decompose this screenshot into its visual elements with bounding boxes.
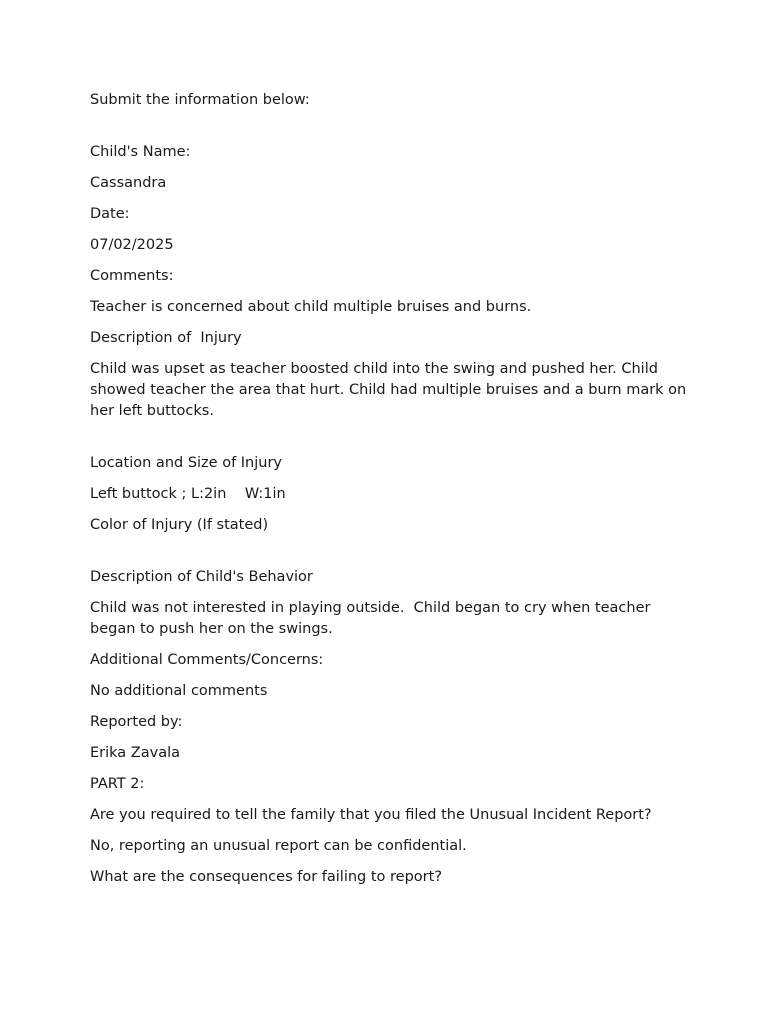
part2-label: PART 2: [90, 776, 145, 792]
behavior-value: Child was not interested in playing outside. Child began to cry when teacher began to push her on the swings. [90, 600, 656, 637]
comments-value: Teacher is concerned about child multiple bruises and burns. [90, 299, 532, 315]
injury-description-value: Child was upset as teacher boosted child into the swing and pushed her. Child showed teacher the area that hurt. Child had multiple bruises and a burn mark on her left buttocks. [90, 361, 691, 419]
reported-by-label: Reported by: [90, 714, 183, 730]
answer-1: No, reporting an unusual report can be confidential. [90, 838, 467, 854]
intro-text: Submit the information below: [90, 92, 310, 108]
document-page [90, 90, 690, 898]
question-1: Are you required to tell the family that you filed the Unusual Incident Report? [90, 807, 652, 823]
date-label: Date: [90, 206, 130, 222]
spacer [90, 546, 690, 567]
comments-label: Comments: [90, 268, 174, 284]
reported-by-value: Erika Zavala [90, 745, 180, 761]
child-name-value: Cassandra [90, 175, 167, 191]
location-size-label: Location and Size of Injury [90, 455, 283, 471]
color-label: Color of Injury (If stated) [90, 517, 269, 533]
additional-value: No additional comments [90, 683, 268, 699]
behavior-label: Description of Child's Behavior [90, 569, 313, 585]
injury-description-label: Description of Injury [90, 330, 242, 346]
date-value: 07/02/2025 [90, 237, 174, 253]
question-2: What are the consequences for failing to report? [90, 869, 443, 885]
spacer [90, 432, 690, 453]
child-name-label: Child's Name: [90, 144, 191, 160]
additional-label: Additional Comments/Concerns: [90, 652, 324, 668]
spacer [90, 121, 690, 142]
location-size-value: Left buttock ; L:2in W:1in [90, 486, 286, 502]
